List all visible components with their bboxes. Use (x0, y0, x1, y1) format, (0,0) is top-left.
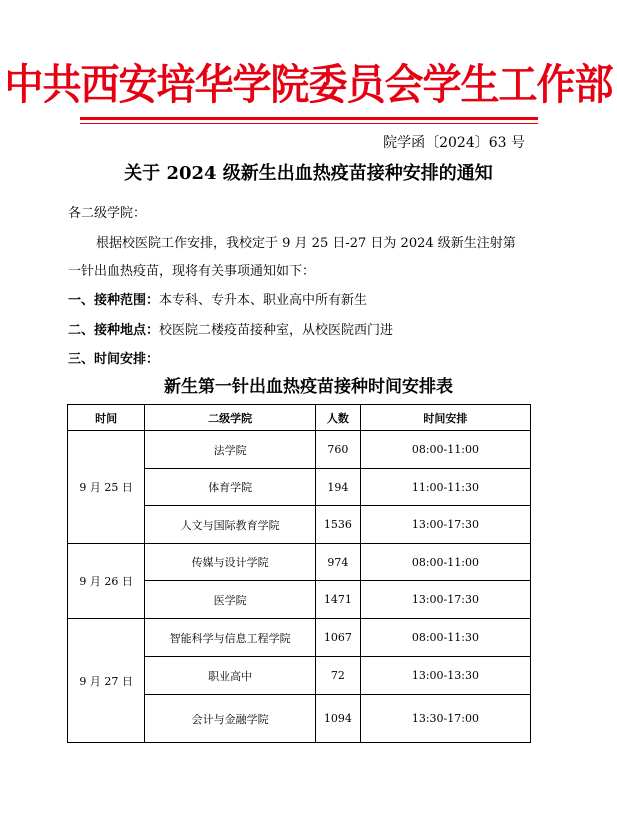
time-cell: 13:00-13:30 (360, 657, 530, 695)
header-college: 二级学院 (145, 405, 316, 431)
college-cell: 职业高中 (145, 657, 316, 695)
college-cell: 体育学院 (145, 469, 316, 506)
salutation: 各二级学院： (68, 206, 147, 221)
schedule-table (67, 404, 531, 743)
time-cell: 08:00-11:00 (360, 431, 530, 469)
item-text: 本专科、专升本、职业高中所有新生 (159, 293, 368, 308)
document-number: 院学函〔2024〕63 号 (383, 135, 525, 151)
count-cell: 194 (316, 469, 361, 506)
header-date: 时间 (68, 405, 145, 431)
college-cell: 法学院 (145, 431, 316, 469)
count-cell: 1094 (316, 695, 361, 743)
item-label: 一、接种范围： (68, 293, 160, 308)
time-cell: 08:00-11:30 (360, 619, 530, 657)
date-cell: 9 月 26 日 (68, 544, 145, 619)
body-text-line-1: 根据校医院工作安排，我校定于 9 月 25 日-27 日为 2024 级新生注射第 (96, 236, 516, 251)
table-header-row (68, 405, 531, 431)
notice-item-scope (68, 292, 548, 310)
table-row (68, 431, 531, 469)
item-label: 二、接种地点： (68, 323, 160, 338)
table-row (68, 619, 531, 657)
org-header-title: 中共西安培华学院委员会学生工作部 (4, 60, 613, 110)
time-cell: 13:00-17:30 (360, 581, 530, 619)
college-cell: 人文与国际教育学院 (145, 506, 316, 544)
body-text-line-2: 一针出血热疫苗，现将有关事项通知如下： (68, 264, 316, 279)
count-cell: 1471 (316, 581, 361, 619)
count-cell: 1067 (316, 619, 361, 657)
header-rule-thick (80, 117, 538, 120)
date-cell: 9 月 27 日 (68, 619, 145, 743)
table-title: 新生第一针出血热疫苗接种时间安排表 (164, 377, 453, 397)
count-cell: 760 (316, 431, 361, 469)
notice-item-schedule (68, 351, 548, 369)
time-cell: 13:30-17:00 (360, 695, 530, 743)
count-cell: 1536 (316, 506, 361, 544)
time-cell: 11:00-11:30 (360, 469, 530, 506)
notice-item-location (68, 322, 548, 340)
header-rule-thin (80, 123, 538, 124)
college-cell: 会计与金融学院 (145, 695, 316, 743)
header-count: 人数 (316, 405, 361, 431)
table-row (68, 544, 531, 581)
college-cell: 医学院 (145, 581, 316, 619)
date-cell: 9 月 25 日 (68, 431, 145, 544)
time-cell: 08:00-11:00 (360, 544, 530, 581)
item-text: 校医院二楼疫苗接种室，从校医院西门进 (159, 323, 394, 338)
count-cell: 72 (316, 657, 361, 695)
notice-title: 关于 2024 级新生出血热疫苗接种安排的通知 (124, 163, 493, 184)
college-cell: 智能科学与信息工程学院 (145, 619, 316, 657)
time-cell: 13:00-17:30 (360, 506, 530, 544)
count-cell: 974 (316, 544, 361, 581)
item-label: 三、时间安排： (68, 352, 160, 367)
college-cell: 传媒与设计学院 (145, 544, 316, 581)
header-time-slot: 时间安排 (360, 405, 530, 431)
